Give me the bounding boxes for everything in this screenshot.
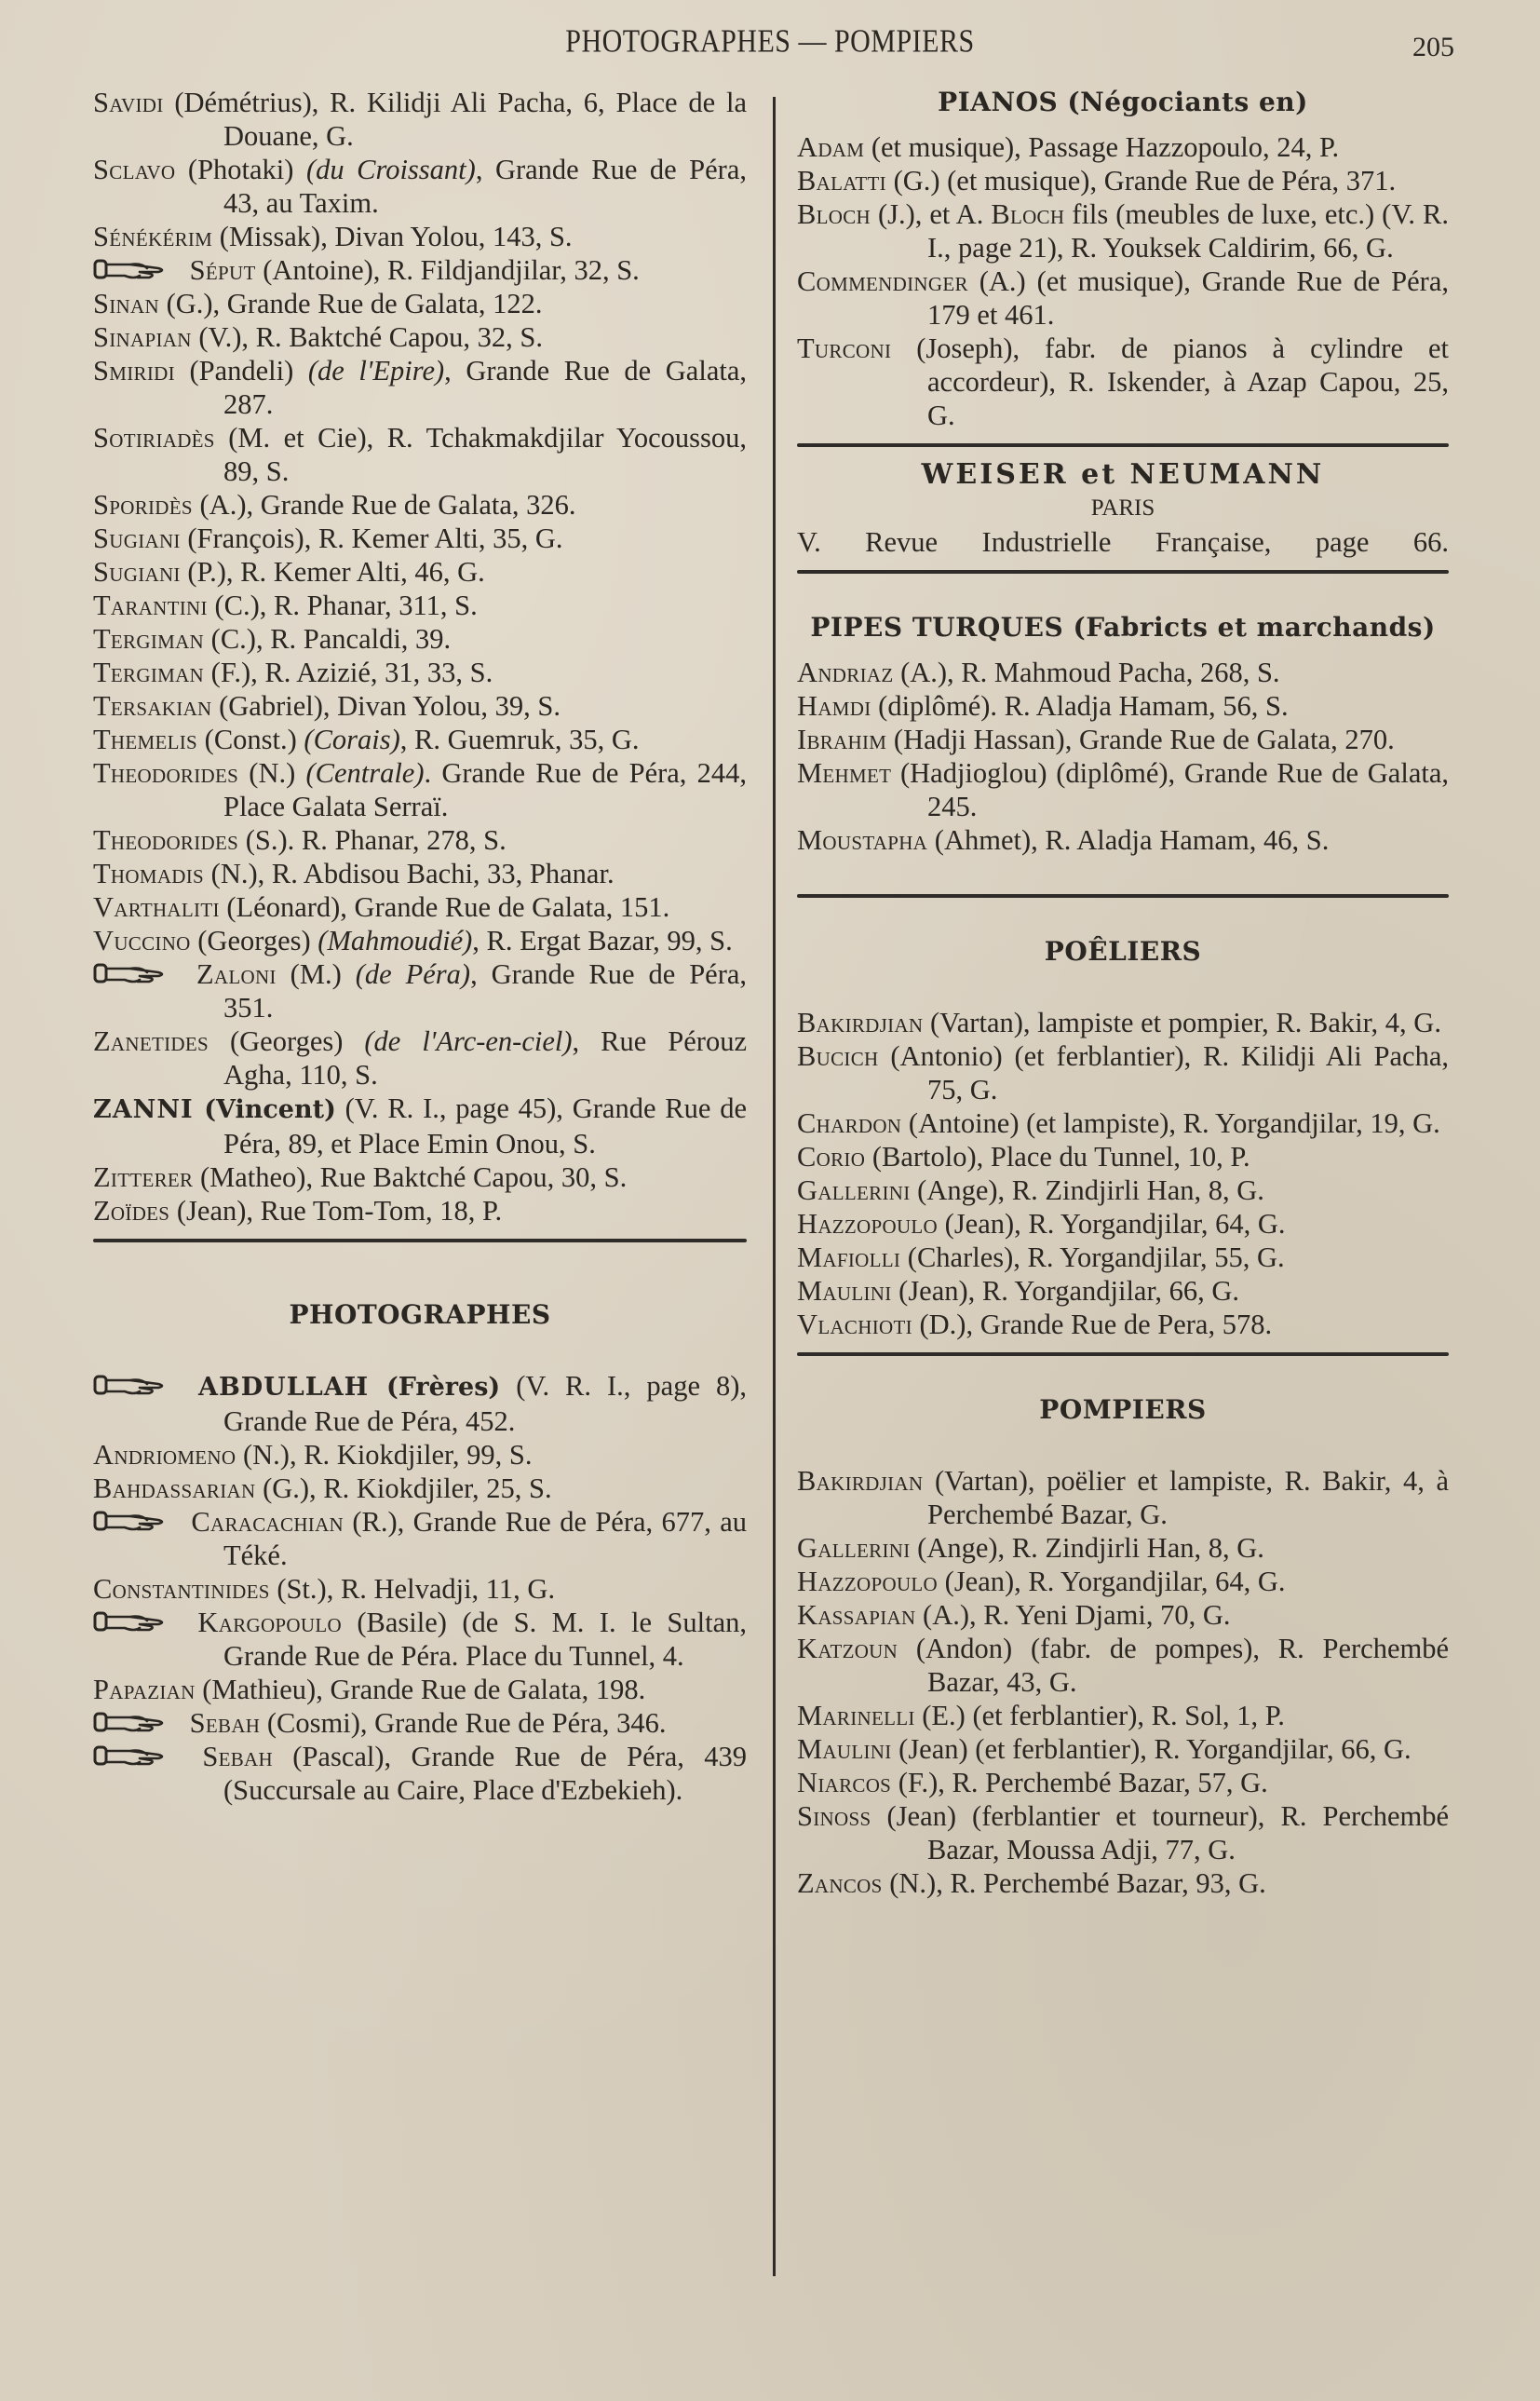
entry-detail: (C.), R. Phanar, 311, S.	[207, 590, 478, 621]
entry-name: Bloch	[797, 198, 871, 230]
entry-name: Kassapian	[797, 1599, 916, 1631]
directory-entry	[797, 1308, 1449, 1341]
directory-entry	[93, 320, 747, 354]
pointing-hand-icon	[93, 959, 169, 987]
directory-entry	[797, 130, 1449, 164]
entry-name: ABDULLAH	[198, 1373, 370, 1402]
directory-entry	[797, 1207, 1449, 1241]
directory-entry	[797, 756, 1449, 823]
entry-detail: (Matheo), Rue Baktché Capou, 30, S.	[193, 1161, 628, 1193]
entry-detail: (Photaki)	[175, 154, 306, 185]
entry-name: Adam	[797, 131, 865, 163]
directory-entry	[797, 332, 1449, 432]
pointing-hand-icon	[93, 255, 169, 283]
entry-detail: (Jean), Rue Tom-Tom, 18, P.	[169, 1195, 503, 1227]
entry-name: Niarcos	[797, 1767, 892, 1798]
left-column	[93, 86, 747, 1807]
directory-entry	[797, 1173, 1449, 1207]
entry-name: Sinoss	[797, 1800, 871, 1832]
directory-entry	[93, 1606, 747, 1673]
directory-entry	[93, 622, 747, 656]
entry-detail: (G.) (et musique), Grande Rue de Péra, 371.	[885, 165, 1397, 197]
entry-name: Sebah	[202, 1741, 273, 1772]
entry-name: Zitterer	[93, 1161, 194, 1193]
right-column	[797, 86, 1449, 1900]
pointing-hand-icon	[93, 1507, 169, 1535]
pointing-hand-icon	[93, 1708, 169, 1736]
entry-name: Papazian	[93, 1674, 196, 1705]
entry-detail: (Jean), R. Yorgandjilar, 64, G.	[938, 1208, 1286, 1240]
entry-detail: , Grande Rue de Péra, 351.	[223, 958, 748, 1024]
entry-detail: (Bartolo), Place du Tunnel, 10, P.	[865, 1141, 1250, 1173]
entry-name: Mehmet	[797, 757, 892, 789]
advert-title: WEISER et NEUMANN	[921, 458, 1325, 491]
entry-detail: (Georges)	[190, 925, 318, 956]
directory-entry	[93, 756, 747, 823]
entry-detail: (A.) (et musique), Grande Rue de Péra, 179 et 461.	[927, 265, 1449, 331]
directory-entry	[93, 1369, 747, 1438]
entry-detail: (Vartan), poëlier et lampiste, R. Bakir, 4, à Perchembé Bazar, G.	[923, 1465, 1449, 1530]
entry-name: Tarantini	[93, 590, 208, 621]
directory-entry	[797, 1799, 1449, 1866]
directory-entry	[797, 1274, 1449, 1308]
entry-name: Varthaliti	[93, 891, 220, 923]
entry-detail: (E.) (et ferblantier), R. Sol, 1, P.	[914, 1700, 1285, 1731]
entry-detail: (de l'Arc-en-ciel)	[364, 1025, 573, 1057]
directory-entry	[93, 1472, 747, 1505]
entry-name: Constantinides	[93, 1573, 270, 1605]
entry-name: Sebah	[189, 1707, 261, 1739]
entry-name: Vuccino	[93, 925, 191, 956]
entry-detail: (Charles), R. Yorgandjilar, 55, G.	[900, 1241, 1285, 1273]
entry-detail: (Pandeli)	[174, 355, 308, 387]
directory-entry	[797, 1732, 1449, 1766]
entry-detail: (A.), R. Yeni Djami, 70, G.	[915, 1599, 1231, 1631]
directory-entry	[797, 1039, 1449, 1106]
entry-detail: (Gabriel), Divan Yolou, 39, S.	[211, 690, 561, 722]
pointing-hand-icon	[93, 1742, 169, 1770]
entry-detail: (M. et Cie), R. Tchakmakdjilar Yocoussou, 89, S.	[214, 422, 747, 487]
entry-name: Zaloni	[196, 958, 277, 990]
entry-detail: (Vincent)	[193, 1095, 336, 1124]
entry-detail: (Cosmi), Grande Rue de Péra, 346.	[260, 1707, 667, 1739]
entry-name: ZANNI	[93, 1095, 194, 1124]
entry-detail: (Démétrius), R. Kilidji Ali Pacha, 6, Place de la Douane, G.	[163, 87, 747, 152]
entry-detail: (Vartan), lampiste et pompier, R. Bakir, 4, G.	[923, 1007, 1441, 1038]
entry-detail: (N.), R. Kiokdjiler, 99, S.	[236, 1439, 533, 1471]
entry-detail: (Jean), R. Yorgandjilar, 66, G.	[891, 1275, 1240, 1307]
entry-detail: (V.), R. Baktché Capou, 32, S.	[191, 321, 543, 353]
entry-name: Zancos	[797, 1867, 883, 1899]
directory-entry	[797, 1464, 1449, 1531]
directory-entry	[93, 823, 747, 857]
entry-detail: (et musique), Passage Hazzopoulo, 24, P.	[864, 131, 1340, 163]
entry-detail: (V. R. I., page 8), Grande Rue de Péra, 452.	[223, 1370, 748, 1437]
entry-detail: (diplômé). R. Aladja Hamam, 56, S.	[871, 690, 1289, 722]
directory-entry	[797, 1632, 1449, 1699]
entry-list-pianos	[797, 130, 1449, 432]
directory-entry	[93, 421, 747, 488]
entry-detail: (François), R. Kemer Alti, 35, G.	[180, 522, 563, 554]
entry-name: Gallerini	[797, 1532, 911, 1564]
entry-name: Chardon	[797, 1107, 902, 1139]
directory-entry	[93, 522, 747, 555]
directory-entry	[93, 723, 747, 756]
running-head	[0, 22, 1540, 69]
entry-detail: (Jean), R. Yorgandjilar, 64, G.	[938, 1566, 1286, 1597]
directory-entry	[93, 488, 747, 522]
entry-detail: (Antoine) (et lampiste), R. Yorgandjilar, 19, G.	[901, 1107, 1440, 1139]
entry-detail: (Mahmoudié)	[317, 925, 473, 956]
entry-detail: (Pascal), Grande Rue de Péra, 439 (Succursale au Caire, Place d'Ezbekieh).	[223, 1741, 747, 1806]
entry-detail: (Léonard), Grande Rue de Galata, 151.	[219, 891, 670, 923]
entry-detail: (A.), R. Mahmoud Pacha, 268, S.	[893, 657, 1280, 688]
directory-entry	[797, 723, 1449, 756]
entry-name: Sugiani	[93, 556, 181, 588]
entry-detail: (D.), Grande Rue de Pera, 578.	[912, 1309, 1273, 1340]
entry-name: Corio	[797, 1141, 866, 1173]
entry-name: Katzoun	[797, 1633, 898, 1664]
directory-entry	[93, 656, 747, 689]
entry-name: Hazzopoulo	[797, 1208, 939, 1240]
section-heading-pompiers: POMPIERS	[1039, 1394, 1207, 1425]
entry-name: Bahdassarian	[93, 1472, 256, 1504]
entry-list-pipes	[797, 656, 1449, 857]
entry-list-photographes	[93, 1369, 747, 1807]
entry-name: Andriaz	[797, 657, 894, 688]
entry-detail: , Rue Pérouz Agha, 110, S.	[223, 1025, 747, 1091]
entry-detail: (F.), R. Perchembé Bazar, 57, G.	[891, 1767, 1268, 1798]
directory-entry	[93, 220, 747, 253]
section-heading-poeliers: POÊLIERS	[1044, 936, 1202, 967]
directory-entry	[797, 1006, 1449, 1039]
entry-detail: (Ahmet), R. Aladja Hamam, 46, S.	[927, 824, 1330, 856]
entry-name: Sinapian	[93, 321, 192, 353]
directory-entry	[797, 689, 1449, 723]
entry-name: Tersakian	[93, 690, 212, 722]
entry-name: Smiridi	[93, 355, 175, 387]
entry-detail: (Ange), R. Zindjirli Han, 8, G.	[910, 1532, 1264, 1564]
entry-detail: (Antoine), R. Fildjandjilar, 32, S.	[255, 254, 640, 286]
entry-detail: . Grande Rue de Péra, 244, Place Galata Serraï.	[223, 757, 747, 822]
entry-name: Theodorides	[93, 824, 239, 856]
entry-detail: (Georges)	[208, 1025, 365, 1057]
directory-entry	[93, 1024, 747, 1092]
entry-name: Sclavo	[93, 154, 176, 185]
entry-name: Zanetides	[93, 1025, 209, 1057]
entry-detail: (Jean) (et ferblantier), R. Yorgandjilar, 66, G.	[891, 1733, 1412, 1765]
entry-name: Tergiman	[93, 657, 205, 688]
directory-entry	[93, 957, 747, 1024]
entry-detail: , R. Ergat Bazar, 99, S.	[472, 925, 733, 956]
directory-entry	[797, 1241, 1449, 1274]
directory-entry	[93, 857, 747, 890]
directory-entry	[93, 924, 747, 957]
entry-detail: (Joseph), fabr. de pianos à cylindre et accordeur), R. Iskender, à Azap Capou, 25, G.	[891, 332, 1449, 431]
entry-name: Mafiolli	[797, 1241, 901, 1273]
entry-detail: (J.), et A.	[871, 198, 992, 230]
page-number: 205	[1412, 32, 1454, 62]
directory-entry	[797, 197, 1449, 265]
directory-entry	[797, 1140, 1449, 1173]
entry-detail: (F.), R. Azizié, 31, 33, S.	[204, 657, 493, 688]
directory-entry	[93, 153, 747, 220]
entry-detail: (M.)	[276, 958, 356, 990]
entry-name: Moustapha	[797, 824, 928, 856]
directory-entry	[93, 1673, 747, 1706]
entry-detail: (Andon) (fabr. de pompes), R. Perchembé Bazar, 43, G.	[898, 1633, 1449, 1698]
directory-entry	[797, 164, 1449, 197]
entry-name: Sugiani	[93, 522, 181, 554]
entry-list-poeliers	[797, 1006, 1449, 1341]
entry-detail: (Hadjioglou) (diplômé), Grande Rue de Galata, 245.	[891, 757, 1449, 822]
entry-detail: , R. Guemruk, 35, G.	[399, 724, 640, 755]
directory-entry	[93, 354, 747, 421]
section-heading-pianos: PIANOS (Négociants en)	[938, 87, 1308, 117]
directory-entry	[797, 265, 1449, 332]
entry-list-pompiers	[797, 1464, 1449, 1900]
directory-entry	[797, 1866, 1449, 1900]
running-title: PHOTOGRAPHES — POMPIERS	[565, 23, 975, 60]
entry-name: Vlachioti	[797, 1309, 912, 1340]
entry-detail: (Frères)	[369, 1373, 501, 1402]
entry-name: Theodorides	[93, 757, 239, 789]
directory-entry	[93, 1092, 747, 1160]
entry-detail: (de Péra)	[355, 958, 471, 990]
directory-entry	[93, 287, 747, 320]
entry-name: Kargopoulo	[197, 1607, 342, 1638]
entry-detail: (Missak), Divan Yolou, 143, S.	[212, 221, 573, 252]
entry-detail: (St.), R. Helvadji, 11, G.	[269, 1573, 556, 1605]
directory-entry	[93, 689, 747, 723]
entry-name: Bakirdjian	[797, 1007, 924, 1038]
entry-list	[93, 86, 747, 1228]
entry-name: Hazzopoulo	[797, 1566, 939, 1597]
directory-entry	[797, 656, 1449, 689]
entry-name: Themelis	[93, 724, 198, 755]
directory-entry	[797, 1106, 1449, 1140]
entry-detail: Bloch	[991, 198, 1065, 230]
entry-detail: (Const.)	[197, 724, 304, 755]
entry-name: Andriomeno	[93, 1439, 236, 1471]
entry-name: Balatti	[797, 165, 886, 197]
entry-detail: fils (meubles de luxe, etc.) (V. R. I., page 21), R. Youksek Caldirim, 66, G.	[927, 198, 1449, 264]
entry-detail: (Basile) (de S. M. I. le Sultan, Grande Rue de Péra. Place du Tunnel, 4.	[223, 1607, 747, 1672]
entry-detail: (Centrale)	[305, 757, 425, 789]
advert-block	[797, 458, 1449, 559]
directory-entry	[93, 1740, 747, 1807]
entry-detail: (Antonio) (et ferblantier), R. Kilidji Ali Pacha, 75, G.	[878, 1040, 1449, 1106]
directory-entry	[93, 890, 747, 924]
entry-name: Gallerini	[797, 1174, 911, 1206]
entry-name: Sénékérim	[93, 221, 213, 252]
entry-detail: (C.), R. Pancaldi, 39.	[204, 623, 452, 655]
entry-detail: (G.), Grande Rue de Galata, 122.	[158, 288, 543, 319]
entry-name: Marinelli	[797, 1700, 915, 1731]
entry-name: Commendinger	[797, 265, 968, 297]
entry-name: Bucich	[797, 1040, 879, 1072]
directory-entry	[93, 86, 747, 153]
entry-detail: , Grande Rue de Galata, 287.	[223, 355, 747, 420]
entry-detail: (A.), Grande Rue de Galata, 326.	[192, 489, 576, 521]
entry-name: Thomadis	[93, 858, 205, 889]
entry-name: Zoïdes	[93, 1195, 170, 1227]
advert-reference: V. Revue Industrielle Française, page 66.	[797, 526, 1449, 558]
directory-entry	[93, 1706, 747, 1740]
entry-name: Savidi	[93, 87, 164, 118]
column-divider	[773, 97, 776, 2276]
entry-detail: (Corais)	[304, 724, 400, 755]
entry-detail: (N.), R. Abdisou Bachi, 33, Phanar.	[204, 858, 615, 889]
pointing-hand-icon	[93, 1371, 169, 1399]
directory-entry	[797, 1531, 1449, 1565]
entry-detail: (V. R. I., page 45), Grande Rue de Péra, 89, et Place Emin Onou, S.	[223, 1092, 747, 1160]
advert-city: PARIS	[1090, 495, 1155, 521]
entry-detail: (Ange), R. Zindjirli Han, 8, G.	[910, 1174, 1264, 1206]
entry-name: Maulini	[797, 1733, 892, 1765]
directory-entry	[93, 1438, 747, 1472]
entry-detail: (Hadji Hassan), Grande Rue de Galata, 270.	[886, 724, 1395, 755]
entry-detail: (Mathieu), Grande Rue de Galata, 198.	[195, 1674, 646, 1705]
entry-name: Tergiman	[93, 623, 205, 655]
directory-entry	[93, 589, 747, 622]
entry-detail: (N.), R. Perchembé Bazar, 93, G.	[882, 1867, 1266, 1899]
directory-entry	[797, 1699, 1449, 1732]
directory-entry	[797, 1565, 1449, 1598]
entry-detail: (S.). R. Phanar, 278, S.	[238, 824, 507, 856]
directory-entry	[93, 1505, 747, 1572]
entry-name: Sinan	[93, 288, 159, 319]
entry-name: Séput	[189, 254, 256, 286]
entry-detail: (du Croissant)	[305, 154, 476, 185]
entry-detail: (de l'Epire)	[307, 355, 445, 387]
section-heading-pipes: PIPES TURQUES (Fabricts et marchands)	[810, 612, 1436, 643]
entry-name: Sporidès	[93, 489, 193, 521]
section-heading-photographes: PHOTOGRAPHES	[289, 1299, 551, 1330]
entry-detail: (Jean) (ferblantier et tourneur), R. Perchembé Bazar, Moussa Adji, 77, G.	[871, 1800, 1449, 1865]
directory-entry	[93, 555, 747, 589]
entry-detail: (R.), Grande Rue de Péra, 677, au Téké.	[223, 1506, 747, 1571]
directory-entry	[93, 1572, 747, 1606]
directory-entry	[797, 823, 1449, 857]
entry-detail: , Grande Rue de Péra, 43, au Taxim.	[223, 154, 748, 219]
directory-entry	[797, 1766, 1449, 1799]
entry-detail: (G.), R. Kiokdjiler, 25, S.	[255, 1472, 552, 1504]
entry-name: Ibrahim	[797, 724, 887, 755]
entry-detail: (P.), R. Kemer Alti, 46, G.	[180, 556, 485, 588]
directory-entry	[797, 1598, 1449, 1632]
entry-name: Sotiriadès	[93, 422, 215, 454]
directory-entry	[93, 253, 747, 287]
entry-name: Maulini	[797, 1275, 892, 1307]
directory-entry	[93, 1160, 747, 1194]
directory-entry	[93, 1194, 747, 1228]
entry-name: Caracachian	[191, 1506, 344, 1538]
entry-name: Hamdi	[797, 690, 871, 722]
entry-name: Turconi	[797, 332, 892, 364]
entry-name: Bakirdjian	[797, 1465, 924, 1497]
pointing-hand-icon	[93, 1607, 169, 1635]
entry-detail: (N.)	[238, 757, 306, 789]
